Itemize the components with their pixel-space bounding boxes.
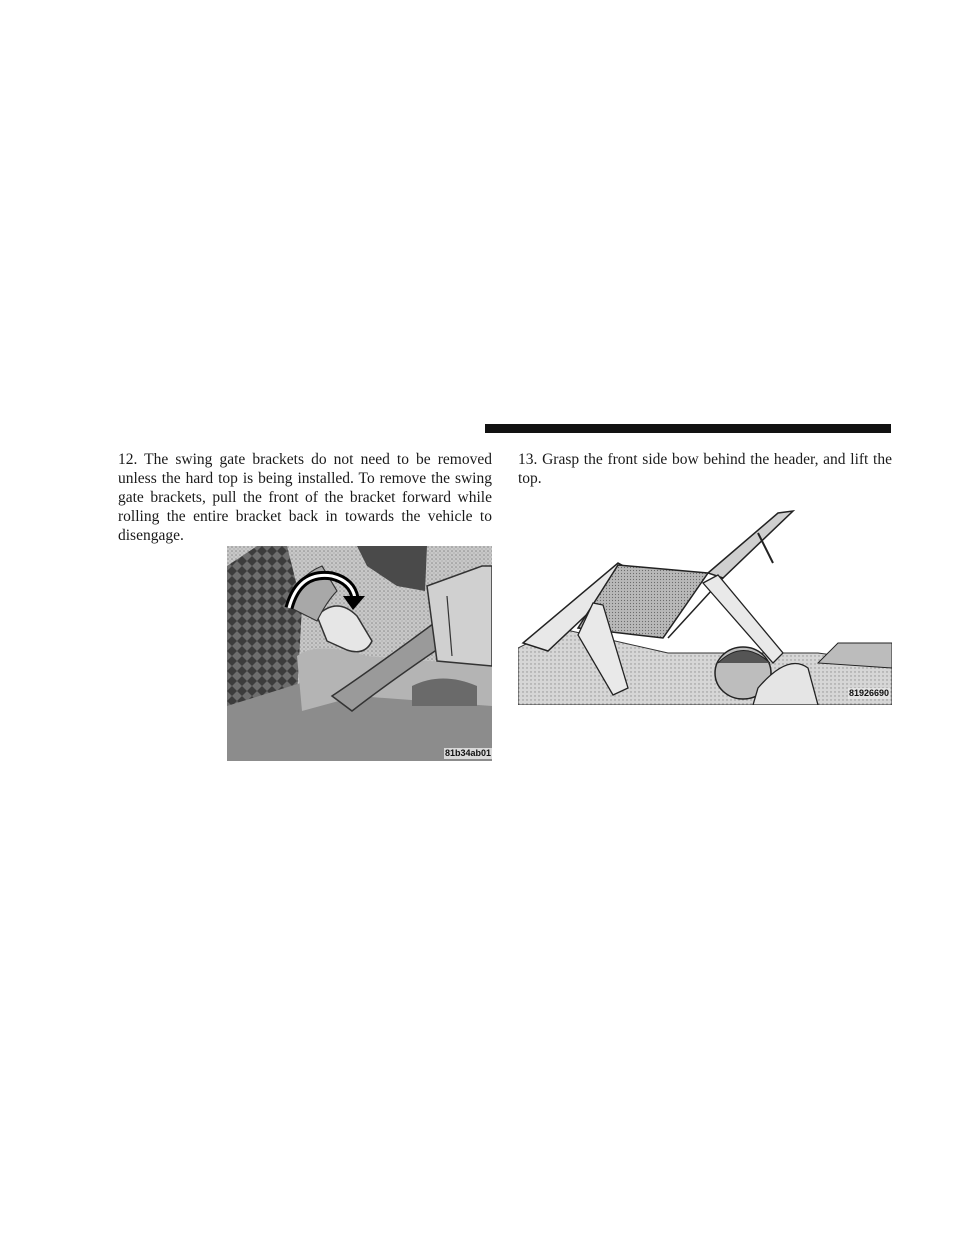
figure-code-label: 81926690: [848, 688, 889, 698]
figure-code-label: 81b34ab01: [444, 748, 491, 758]
step-12-text: 12. The swing gate brackets do not need to be removed unless the hard top is being installed. To remove the swing gate brackets, pull the front of the bracket forward while rolling the entire bracket back in towards the vehicle to disengage.: [118, 451, 492, 544]
lift-soft-top-drawing: [518, 503, 892, 705]
swing-gate-bracket-illustration: [227, 546, 492, 761]
lift-soft-top-illustration: [518, 503, 892, 705]
step-13-text: 13. Grasp the front side bow behind the header, and lift the top.: [518, 451, 892, 487]
swing-gate-bracket-drawing: [227, 546, 492, 761]
section-rule: [485, 424, 891, 433]
